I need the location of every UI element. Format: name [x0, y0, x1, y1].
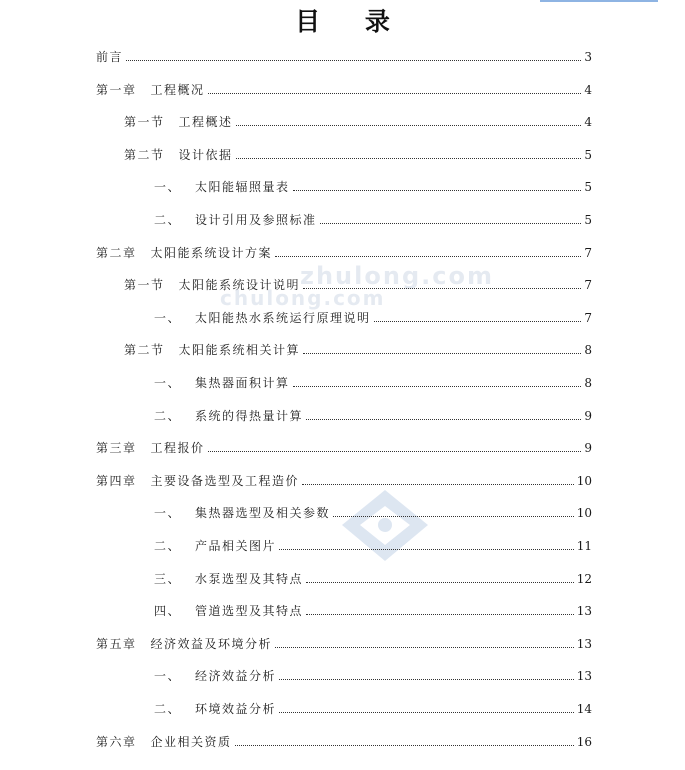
toc-entry[interactable]	[96, 242, 592, 260]
dot-leader	[275, 255, 581, 257]
toc-entry-label	[124, 115, 233, 129]
toc-entry-page: 12	[576, 572, 592, 586]
toc-entry-page: 5	[584, 213, 592, 227]
toc-entry[interactable]	[96, 46, 592, 64]
toc-entry-text: 前言	[96, 50, 124, 64]
toc-entry-number: 二、	[154, 539, 182, 553]
toc-entry[interactable]	[124, 339, 592, 357]
toc-entry-text: 主要设备选型及工程造价	[150, 474, 300, 488]
toc-entry[interactable]	[96, 79, 592, 97]
dot-leader	[293, 385, 582, 387]
dot-leader	[293, 189, 582, 191]
toc-entry-label	[154, 506, 330, 520]
toc-entry-label	[96, 735, 232, 749]
dot-leader	[306, 581, 574, 583]
toc-entry[interactable]	[154, 568, 592, 586]
toc-entry-text: 太阳能热水系统运行原理说明	[195, 311, 371, 325]
toc-entry-number: 一、	[154, 311, 182, 325]
toc-entry-page: 5	[584, 180, 592, 194]
toc-entry-label	[154, 572, 303, 586]
toc-entry-label	[96, 637, 272, 651]
toc-entry-page: 16	[576, 735, 592, 749]
toc-entry[interactable]	[96, 470, 592, 488]
toc-entry-number: 第二章	[96, 246, 137, 260]
toc-entry-number: 三、	[154, 572, 182, 586]
dot-leader	[275, 646, 574, 648]
toc-entry-label	[96, 474, 299, 488]
toc-entry-text: 经济效益分析	[195, 669, 277, 683]
dot-leader	[374, 320, 582, 322]
dot-leader	[279, 548, 574, 550]
dot-leader	[208, 92, 582, 94]
toc-entry-page: 13	[576, 669, 592, 683]
toc-entry-label	[154, 539, 276, 553]
dot-leader	[126, 59, 581, 61]
toc-entry-text: 设计依据	[178, 148, 233, 162]
toc-entry-page: 4	[584, 115, 592, 129]
toc-entry-text: 太阳能辐照量表	[195, 180, 290, 194]
toc-entry-page: 3	[584, 50, 592, 64]
toc-entry-number: 第五章	[96, 637, 137, 651]
dot-leader	[279, 711, 574, 713]
toc-entry-label	[154, 213, 317, 227]
toc-entry-page: 7	[584, 246, 592, 260]
toc-entry-page: 11	[576, 539, 592, 553]
toc-entry-page: 7	[584, 278, 592, 292]
toc-entry-number: 第二节	[124, 148, 165, 162]
toc-entry[interactable]	[154, 209, 592, 227]
toc-entry-number: 一、	[154, 506, 182, 520]
toc-entry-text: 环境效益分析	[195, 702, 277, 716]
toc-entry-page: 7	[584, 311, 592, 325]
toc-entry-label	[124, 148, 233, 162]
toc-entry-number: 二、	[154, 702, 182, 716]
watermark-text-2: chulong.com	[220, 286, 386, 310]
toc-entry-label	[154, 702, 276, 716]
toc-entry-text: 工程概况	[150, 83, 205, 97]
toc-entry[interactable]	[154, 307, 592, 325]
toc-entry[interactable]	[96, 633, 592, 651]
toc-entry[interactable]	[96, 437, 592, 455]
toc-entry-number: 第一章	[96, 83, 137, 97]
toc-entry-label	[124, 278, 300, 292]
toc-entry-page: 10	[576, 506, 592, 520]
toc-entry-text: 系统的得热量计算	[195, 409, 304, 423]
toc-entry[interactable]	[154, 535, 592, 553]
toc-entry-text: 集热器选型及相关参数	[195, 506, 331, 520]
toc-entry-number: 第一节	[124, 115, 165, 129]
toc-entry-number: 第三章	[96, 441, 137, 455]
toc-entry-label	[154, 409, 303, 423]
dot-leader	[303, 352, 581, 354]
toc-entry[interactable]	[154, 405, 592, 423]
dot-leader	[236, 157, 582, 159]
toc-entry-page: 10	[576, 474, 592, 488]
dot-leader	[302, 483, 574, 485]
dot-leader	[306, 418, 581, 420]
toc-entry-text: 工程概述	[178, 115, 233, 129]
toc-entry-number: 第二节	[124, 343, 165, 357]
toc-entry[interactable]	[124, 144, 592, 162]
toc-entry-text: 设计引用及参照标准	[195, 213, 317, 227]
toc-title: 目 录	[295, 7, 408, 36]
toc-entry-text: 经济效益及环境分析	[150, 637, 273, 651]
toc-entry-page: 14	[576, 702, 592, 716]
dot-leader	[303, 287, 581, 289]
toc-entry-label	[96, 50, 123, 64]
toc-entry-page: 9	[584, 409, 592, 423]
dot-leader	[235, 744, 574, 746]
toc-entry[interactable]	[154, 502, 592, 520]
toc-entry[interactable]	[154, 665, 592, 683]
toc-entry-page: 4	[584, 83, 592, 97]
toc-entry-text: 管道选型及其特点	[195, 604, 304, 618]
toc-entry-page: 8	[584, 376, 592, 390]
toc-entry-number: 第六章	[96, 735, 137, 749]
dot-leader	[208, 450, 582, 452]
toc-entry[interactable]	[154, 176, 592, 194]
toc-entry-text: 工程报价	[150, 441, 205, 455]
toc-entry-text: 太阳能系统设计说明	[178, 278, 301, 292]
toc-entry[interactable]	[154, 600, 592, 618]
toc-entry-number: 一、	[154, 376, 182, 390]
toc-entry-text: 水泵选型及其特点	[195, 572, 304, 586]
toc-entry-label	[96, 83, 205, 97]
toc-entry-text: 集热器面积计算	[195, 376, 290, 390]
dot-leader	[279, 678, 574, 680]
toc-entry-text: 企业相关资质	[150, 735, 232, 749]
toc-entry-label	[154, 669, 276, 683]
toc-entry-label	[154, 311, 371, 325]
toc-entry-number: 二、	[154, 213, 182, 227]
toc-entry-number: 四、	[154, 604, 182, 618]
toc-entry-label	[96, 246, 272, 260]
toc-entry-number: 第四章	[96, 474, 137, 488]
toc-entry-page: 9	[584, 441, 592, 455]
toc-entry-text: 太阳能系统设计方案	[150, 246, 273, 260]
watermark-text-1: zhulong.com	[300, 262, 494, 290]
toc-entry-label	[154, 376, 290, 390]
dot-leader	[236, 124, 582, 126]
toc-entry-label	[124, 343, 300, 357]
toc-entry[interactable]	[124, 111, 592, 129]
dot-leader	[320, 222, 582, 224]
toc-entry-page: 8	[584, 343, 592, 357]
toc-entry-text: 产品相关图片	[195, 539, 277, 553]
toc-entry-text: 太阳能系统相关计算	[178, 343, 301, 357]
toc-entry-label	[154, 180, 290, 194]
dot-leader	[306, 613, 574, 615]
toc-entry-number: 一、	[154, 669, 182, 683]
toc-entry-number: 二、	[154, 409, 182, 423]
dot-leader	[333, 515, 574, 517]
toc-entry-page: 13	[576, 604, 592, 618]
toc-entry[interactable]	[154, 372, 592, 390]
toc-entry[interactable]	[124, 274, 592, 292]
toc-entry-label	[96, 441, 205, 455]
toc-entry-number: 第一节	[124, 278, 165, 292]
toc-entry-page: 5	[584, 148, 592, 162]
toc-entry-page: 13	[576, 637, 592, 651]
toc-entry[interactable]	[154, 698, 592, 716]
toc-entry-label	[154, 604, 303, 618]
toc-entry[interactable]	[96, 731, 592, 749]
toc-entry-number: 一、	[154, 180, 182, 194]
